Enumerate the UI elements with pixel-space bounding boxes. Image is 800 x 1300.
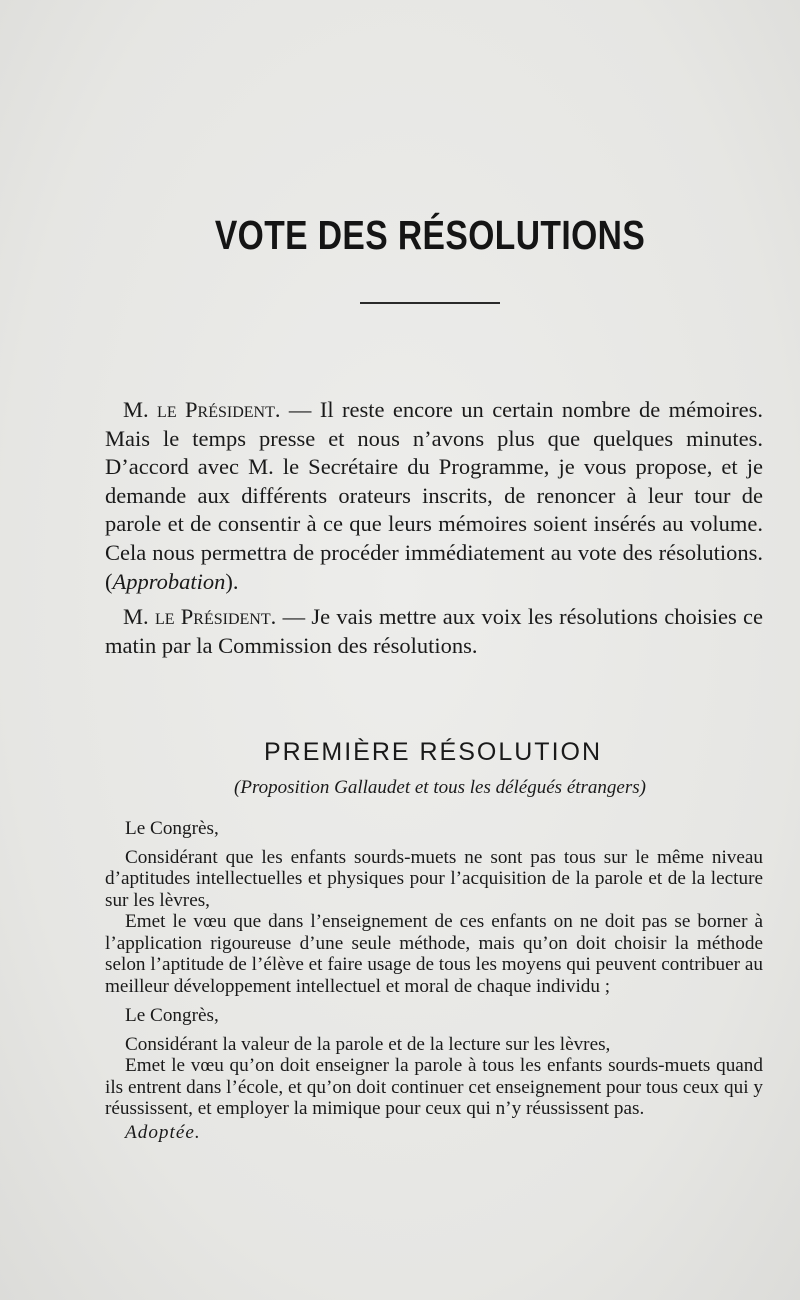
paragraph-2 — [105, 603, 763, 660]
adopted-label: Adoptée. — [125, 1121, 201, 1143]
paragraph-2-text: — Je vais mettre aux voix les résolutions choisies ce matin par la Commission des résolutions. — [105, 604, 763, 658]
page-title: VOTE DES RÉSOLUTIONS — [214, 212, 646, 258]
title-divider — [360, 302, 500, 304]
resolution-title: PREMIÈRE RÉSOLUTION — [263, 738, 603, 766]
resolution-line: Le Congrès, — [125, 818, 219, 839]
intro-text — [105, 396, 763, 660]
resolution-subtitle: (Proposition Gallaudet et tous les délégués étrangers) — [234, 777, 646, 798]
speaker-label: M. le Président. — [123, 397, 281, 422]
paragraph-1-text: — Il reste encore un certain nombre de mémoires. Mais le temps presse et nous n’avons plus que quelques minutes. D’accord avec M. le Secrétaire du Programme, je vous propose, et je demande aux différents orateurs inscrits, de renoncer à leur tour de parole et de consentir à ce que leurs mémoires soient insérés au volume. Cela nous permettra de procéder immédiatement au vote des résolutions. ( — [105, 397, 763, 594]
resolution-body — [105, 818, 763, 1143]
paragraph-1 — [105, 396, 763, 596]
paragraph-1-end: ). — [225, 568, 239, 594]
resolution-line: Emet le vœu qu’on doit enseigner la parole à tous les enfants sourds-muets quand ils entrent dans l’école, et qu’on doit continuer cet enseignement pour tous ceux qui y réussissent, et employer la mimique pour ceux qui n’y réussissent pas. — [105, 1055, 763, 1119]
resolution-line: Le Congrès, — [125, 1005, 219, 1026]
speaker-label: M. le Président. — [123, 604, 277, 630]
resolution-line: Considérant que les enfants sourds-muets ne sont pas tous sur le même niveau d’aptitudes intellectuelles et physiques pour l’acquisition de la parole et de la lecture sur les lèvres, — [105, 846, 763, 911]
resolution-line: Emet le vœu que dans l’enseignement de ces enfants on ne doit pas se borner à l’application rigoureuse d’une seule méthode, mais qu’on doit choisir la méthode selon l’aptitude de l’élève et faire usage de tous les moyens qui peuvent contribuer au meilleur développement intellectuel et moral de chaque individu ; — [105, 911, 763, 997]
resolution-line: Considérant la valeur de la parole et de la lecture sur les lèvres, — [125, 1033, 611, 1055]
paragraph-1-italic: Approbation — [112, 568, 226, 594]
